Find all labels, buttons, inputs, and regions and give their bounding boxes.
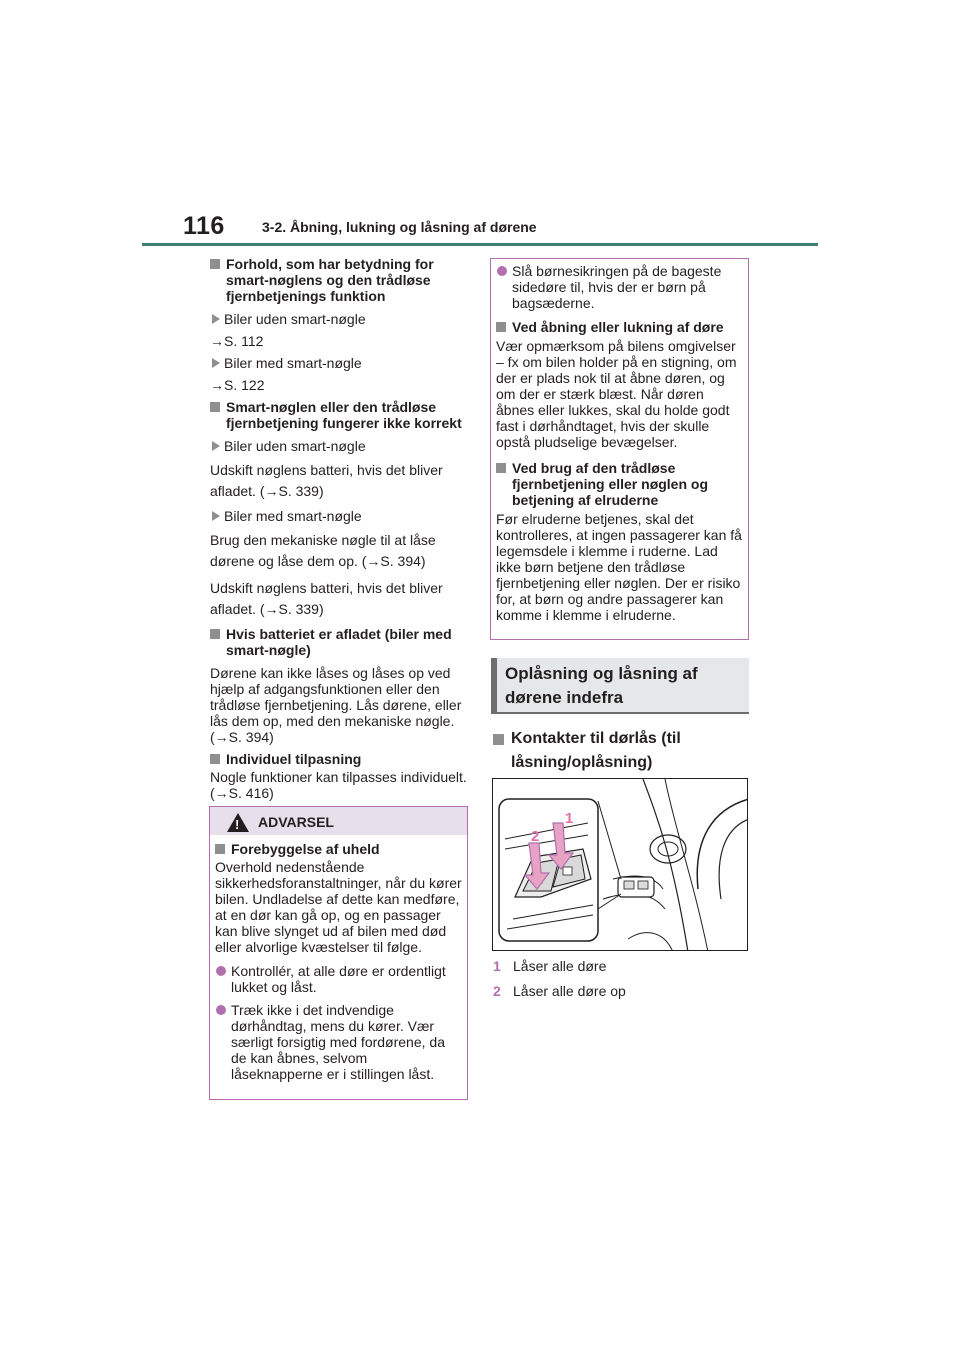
section-rule <box>491 712 749 714</box>
warning-bullet: Træk ikke i det indvendige dørhåndtag, mens du kører. Vær særligt forsigtig med fordørene, da de kan åbnes, selvom låseknapperne er i stillingen låst. <box>215 1002 462 1082</box>
warning-icon <box>227 813 249 832</box>
warning-title: ADVARSEL <box>258 814 334 830</box>
section-header <box>491 658 749 714</box>
list-item-text: Låser alle døre op <box>513 983 626 999</box>
door-lock-switch-illustration <box>492 778 748 951</box>
warning-bullet: Kontrollér, at alle døre er ordentligt lukket og låst. <box>215 963 462 995</box>
body-text: Udskift nøglens batteri, hvis det bliver afladet. (→S. 339) <box>210 462 443 499</box>
figure-label-2: 2 <box>531 828 540 845</box>
heading-battery: Hvis batteriet er afladet (biler med smart-nøgle) <box>210 626 468 658</box>
list-item <box>493 958 606 974</box>
list-item-number: 1 <box>493 958 501 974</box>
figure-label-1: 1 <box>565 810 574 827</box>
heading-customization: Individuel tilpasning <box>210 751 468 767</box>
section-bar <box>491 658 497 714</box>
warning-continued-box <box>490 258 749 640</box>
list-item-text: Låser alle døre <box>513 958 607 974</box>
item-with-smart-key: Biler med smart-nøgle <box>210 508 468 524</box>
item-without-smart-key: Biler uden smart-nøgle <box>210 438 468 454</box>
subsection-title: Kontakter til dørlås (til låsning/oplåsning) <box>493 727 749 775</box>
item-with-smart-key: Biler med smart-nøgle <box>210 355 468 371</box>
list-item-number: 2 <box>493 983 501 999</box>
warning-heading: Forebyggelse af uheld <box>215 841 462 857</box>
section-title: Oplåsning og låsning af dørene indefra <box>505 664 698 707</box>
body-text: Dørene kan ikke låses og låses op ved hjælp af adgangsfunktionen eller den trådløse fjernbetjening. Lås dørene, eller lås dem op, med den mekaniske nøgle. (→S. 394) <box>210 665 462 745</box>
heading-not-working: Smart-nøglen eller den trådløse fjernbetjening fungerer ikke korrekt <box>210 399 468 431</box>
ref-link[interactable]: →S. 122 <box>210 377 265 393</box>
warning-text: Overhold nedenstående sikkerhedsforanstaltninger, når du kører bilen. Undladelse af dette kan medføre, at en dør kan gå op, og en passager kan blive slynget ud af bilen med død eller alvorlige kvæstelser til følge. <box>215 859 462 955</box>
heading-remote-windows: Ved brug af den trådløse fjernbetjening eller nøglen og betjening af elruderne <box>496 460 743 508</box>
list-item <box>493 983 626 999</box>
body-text: Vær opmærksom på bilens omgivelser – fx om bilen holder på en stigning, om der er plads nok til at åbne døren, og om der er stærk blæst. Når døren åbnes eller lukkes, skal du holde godt fast i dørhåndtaget, hvis der skulle opstå pludselige bevægelser. <box>496 338 737 450</box>
warning-bullet: Slå børnesikringen på de bageste sidedøre til, hvis der er børn på bagsæderne. <box>496 263 743 311</box>
chapter-title: 3-2. Åbning, lukning og låsning af dørene <box>262 219 537 235</box>
body-text: Brug den mekaniske nøgle til at låse dørene og låse dem op. (→S. 394) <box>210 532 436 569</box>
left-column <box>210 256 468 807</box>
header-rule <box>142 243 818 246</box>
body-text: Nogle funktioner kan tilpasses individuelt. (→S. 416) <box>210 769 467 801</box>
item-without-smart-key: Biler uden smart-nøgle <box>210 311 468 327</box>
body-text: Udskift nøglens batteri, hvis det bliver afladet. (→S. 339) <box>210 580 443 617</box>
warning-header <box>210 807 467 835</box>
warning-box <box>209 806 468 1100</box>
warning-body <box>210 835 467 1082</box>
body-text: Før elruderne betjenes, skal det kontrolleres, at ingen passagerer kan få legemsdele i klemme i ruderne. Lad ikke børn betjene den trådløse fjernbetjening eller nøglen. Der er risiko for, at børn og andre passagerer kan komme i klemme i elruderne. <box>496 511 742 623</box>
illustration-svg <box>493 779 748 951</box>
ref-link[interactable]: →S. 112 <box>210 333 264 349</box>
heading-conditions: Forhold, som har betydning for smart-nøglens og den trådløse fjernbetjenings funktion <box>210 256 468 304</box>
heading-opening-closing: Ved åbning eller lukning af døre <box>496 319 743 335</box>
page-number: 116 <box>183 212 225 240</box>
